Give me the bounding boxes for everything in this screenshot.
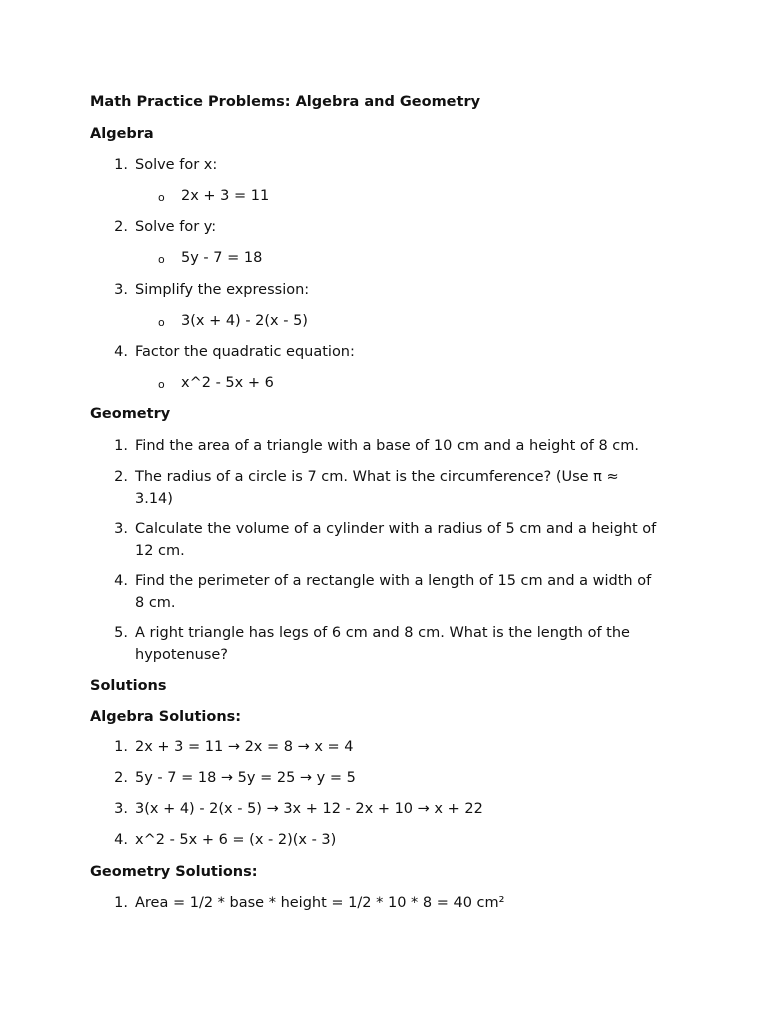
list-number: 3. <box>114 801 128 817</box>
list-number: 4. <box>114 832 128 848</box>
equation-text: 3(x + 4) - 2(x - 5) <box>181 313 308 329</box>
problem-text: Calculate the volume of a cylinder with a radius of 5 cm and a height of <box>135 521 657 537</box>
solution-text: x^2 - 5x + 6 = (x - 2)(x - 3) <box>135 832 337 848</box>
solution-text: 3(x + 4) - 2(x - 5) → 3x + 12 - 2x + 10 → x + 22 <box>135 801 483 817</box>
bullet-icon: o <box>158 191 165 204</box>
equation-text: 2x + 3 = 11 <box>181 188 270 204</box>
list-number: 2. <box>114 770 128 786</box>
list-number: 4. <box>114 344 128 360</box>
list-number: 3. <box>114 521 128 537</box>
list-number: 1. <box>114 895 128 911</box>
problem-text: 8 cm. <box>135 595 176 611</box>
equation-text: x^2 - 5x + 6 <box>181 375 274 391</box>
problem-text: The radius of a circle is 7 cm. What is the circumference? (Use π ≈ <box>135 469 619 485</box>
list-number: 1. <box>114 438 128 454</box>
bullet-icon: o <box>158 378 165 391</box>
solution-text: 2x + 3 = 11 → 2x = 8 → x = 4 <box>135 739 354 755</box>
solution-text: 5y - 7 = 18 → 5y = 25 → y = 5 <box>135 770 356 786</box>
equation-text: 5y - 7 = 18 <box>181 250 263 266</box>
list-number: 1. <box>114 157 128 173</box>
problem-text: 3.14) <box>135 491 173 507</box>
problem-text: Simplify the expression: <box>135 282 310 298</box>
problem-text: Factor the quadratic equation: <box>135 344 355 360</box>
solution-text: Area = 1/2 * base * height = 1/2 * 10 * 8 = 40 cm² <box>135 895 505 911</box>
list-number: 2. <box>114 469 128 485</box>
list-number: 2. <box>114 219 128 235</box>
solutions-heading: Solutions <box>90 678 167 694</box>
list-number: 5. <box>114 625 128 641</box>
list-number: 1. <box>114 739 128 755</box>
geometry-solutions-heading: Geometry Solutions: <box>90 864 258 880</box>
bullet-icon: o <box>158 253 165 266</box>
problem-text: Find the area of a triangle with a base of 10 cm and a height of 8 cm. <box>135 438 639 454</box>
list-number: 3. <box>114 282 128 298</box>
algebra-heading: Algebra <box>90 126 154 142</box>
bullet-icon: o <box>158 316 165 329</box>
problem-text: hypotenuse? <box>135 647 229 663</box>
geometry-heading: Geometry <box>90 406 171 422</box>
problem-text: A right triangle has legs of 6 cm and 8 cm. What is the length of the <box>135 625 630 641</box>
document-title: Math Practice Problems: Algebra and Geometry <box>90 94 481 110</box>
problem-text: Find the perimeter of a rectangle with a length of 15 cm and a width of <box>135 573 652 589</box>
problem-text: Solve for x: <box>135 157 218 173</box>
algebra-solutions-heading: Algebra Solutions: <box>90 709 242 725</box>
list-number: 4. <box>114 573 128 589</box>
problem-text: Solve for y: <box>135 219 217 235</box>
problem-text: 12 cm. <box>135 543 185 559</box>
